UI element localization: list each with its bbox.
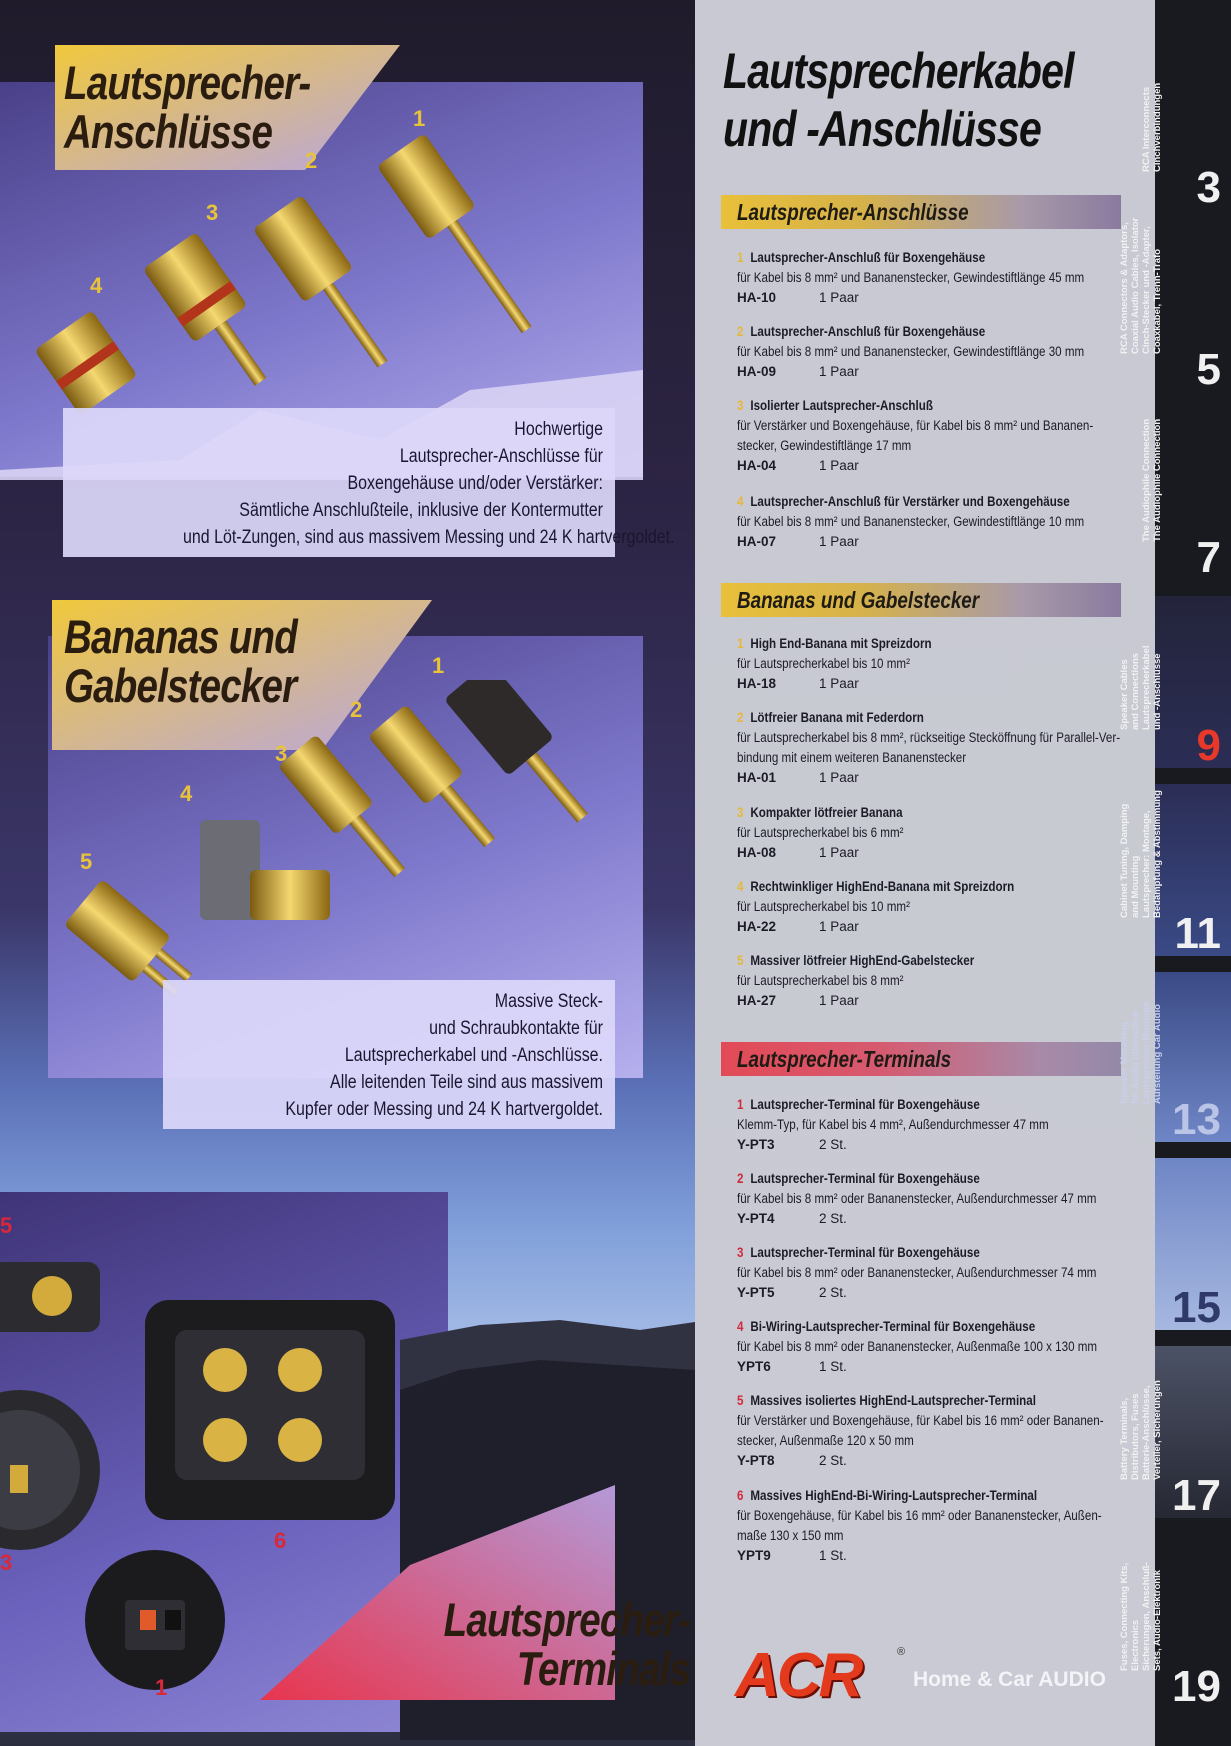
bananas-number-2: 2 <box>350 697 363 722</box>
terminals-title: Lautsprecher- Terminals <box>443 1593 690 1696</box>
terminals-number-5: 5 <box>0 1213 13 1238</box>
list-item: 1 High End-Banana mit Spreizdorn für Lautsprecherkabel bis 10 mm² HA-18 1 Paar <box>737 636 932 691</box>
chapter-tab-17[interactable]: Battery Terminals, Distributors, Fuses Batterie-Anschlüsse, Verteiler, Sicherungen 17 <box>1155 1346 1231 1518</box>
chapter-tab-19[interactable]: Fuses, Connecting Kits, Electronics Sicherungen, Anschluß- Sets, Audio-Elektronik 19 <box>1119 1562 1221 1711</box>
chapter-tab-7[interactable]: The Audiophile Connection The Audiophile Connection 7 <box>1141 418 1221 582</box>
chapter-tab-3[interactable]: RCA Interconnects Cinchverbindungen 3 <box>1141 82 1221 212</box>
list-item: 4 Bi-Wiring-Lautsprecher-Terminal für Boxengehäuse für Kabel bis 8 mm² oder Bananenstecker, Außenmaße 100 x 130 mm YPT6 1 St. <box>737 1319 1098 1374</box>
anschluesse-number-2: 2 <box>305 148 318 173</box>
list-item: 2 Lötfreier Banana mit Federdorn für Lautsprecherkabel bis 8 mm², rückseitige Stecköffnung für Parallel-Ver- bindung mit einem weiteren Bananenstecker HA-01 1 Paar <box>737 710 1121 785</box>
list-item: 2 Lautsprecher-Anschluß für Boxengehäuse für Kabel bis 8 mm² und Bananenstecker, Gewindestiftlänge 30 mm HA-09 1 Paar <box>737 324 1085 379</box>
list-item: 6 Massives HighEnd-Bi-Wiring-Lautsprecher-Terminal für Boxengehäuse, für Kabel bis 16 mm² oder Bananenstecker, Außen- maße 130 x 150 mm YPT9 1 St. <box>737 1488 1102 1563</box>
terminals-number-1: 1 <box>155 1675 168 1700</box>
list-item: 1 Lautsprecher-Anschluß für Boxengehäuse für Kabel bis 8 mm² und Bananenstecker, Gewindestiftlänge 45 mm HA-10 1 Paar <box>737 250 1085 305</box>
terminals-number-3: 3 <box>0 1550 13 1575</box>
list-item: 3 Kompakter lötfreier Banana für Lautsprecherkabel bis 6 mm² HA-08 1 Paar <box>737 805 904 860</box>
chapter-tab-strip <box>1119 0 1231 1746</box>
brand-logo: ACR ® Home & Car AUDIO <box>735 1641 1106 1710</box>
product-list-column <box>695 0 1155 1746</box>
anschluesse-title: Lautsprecher- Anschlüsse <box>64 56 311 159</box>
chapter-tab-11[interactable]: Cabinet Tuning, Damping and Mounting Lautsprecher: Montage, Bedämpfung & Abstimmung 11 <box>1155 784 1231 956</box>
list-item: 4 Rechtwinkliger HighEnd-Banana mit Spreizdorn für Lautsprecherkabel bis 10 mm² HA-22 1 Paar <box>737 879 1015 934</box>
list-item: 3 Lautsprecher-Terminal für Boxengehäuse für Kabel bis 8 mm² oder Bananenstecker, Außendurchmesser 74 mm Y-PT5 2 St. <box>737 1245 1097 1300</box>
list-item: 1 Lautsprecher-Terminal für Boxengehäuse Klemm-Typ, für Kabel bis 4 mm², Außendurchmesser 47 mm Y-PT3 2 St. <box>737 1097 1049 1152</box>
section-heading-bananas: Bananas und Gabelstecker <box>721 583 1121 617</box>
anschluesse-number-4: 4 <box>90 273 103 298</box>
anschluesse-number-1: 1 <box>413 106 426 131</box>
chapter-tab-5[interactable]: RCA Connectors & Adaptors, Coaxial Audio Cables, Isolator Cinch-Stecker und -Adapter, Coaxkabel, Trenn-Trafo 5 <box>1119 217 1221 394</box>
terminals-number-6: 6 <box>274 1528 287 1553</box>
list-item: 4 Lautsprecher-Anschluß für Verstärker und Boxengehäuse für Kabel bis 8 mm² und Bananenstecker, Gewindestiftlänge 10 mm HA-07 1 Paar <box>737 494 1085 549</box>
section-heading-anschluesse: Lautsprecher-Anschlüsse <box>721 195 1121 229</box>
bananas-number-5: 5 <box>80 849 93 874</box>
chapter-tab-15[interactable]: 15 <box>1155 1158 1231 1330</box>
anschluesse-caption: Hochwertige Lautsprecher-Anschlüsse für Boxengehäuse und/oder Verstärker: Sämtliche Anschlußteile, inklusive der Kontermutter und Löt-Zungen, sind aus massivem Messing und 24 K hartvergoldet. <box>63 408 615 557</box>
page-title: Lautsprecherkabel und -Anschlüsse <box>723 43 1074 157</box>
list-item: 2 Lautsprecher-Terminal für Boxengehäuse für Kabel bis 8 mm² oder Bananenstecker, Außendurchmesser 47 mm Y-PT4 2 St. <box>737 1171 1097 1226</box>
list-item: 5 Massiver lötfreier HighEnd-Gabelstecker für Lautsprecherkabel bis 8 mm² HA-27 1 Paar <box>737 953 975 1008</box>
section-heading-terminals: Lautsprecher-Terminals <box>721 1042 1121 1076</box>
chapter-tab-13[interactable]: Speaker Mounting for Audio Interaction Lautsprecher-Montage Aufstellung Car Audio 13 <box>1155 972 1231 1142</box>
chapter-tab-9[interactable]: Speaker Cables and Connections Lautsprecherkabel und -Anschlüsse 9 <box>1155 596 1231 768</box>
bananas-number-1: 1 <box>432 653 445 678</box>
bananas-number-4: 4 <box>180 781 193 806</box>
anschluesse-number-3: 3 <box>206 200 219 225</box>
bananas-number-3: 3 <box>275 741 288 766</box>
banana-plug-products-image <box>60 680 620 1010</box>
list-item: 5 Massives isoliertes HighEnd-Lautsprecher-Terminal für Verstärker und Boxengehäuse, für Kabel bis 16 mm² oder Bananen- stecker, Außenmaße 120 x 50 mm Y-PT8 2 St. <box>737 1393 1104 1468</box>
bananas-caption: Massive Steck- und Schraubkontakte für Lautsprecherkabel und -Anschlüsse. Alle leitenden Teile sind aus massivem Kupfer oder Messing und 24 K hartvergoldet. <box>163 980 615 1129</box>
bananas-title: Bananas und Gabelstecker <box>64 610 297 713</box>
list-item: 3 Isolierter Lautsprecher-Anschluß für Verstärker und Boxengehäuse, für Kabel bis 8 mm² und Bananen- stecker, Gewindestiftlänge 17 mm HA-04 1 Paar <box>737 398 1094 473</box>
